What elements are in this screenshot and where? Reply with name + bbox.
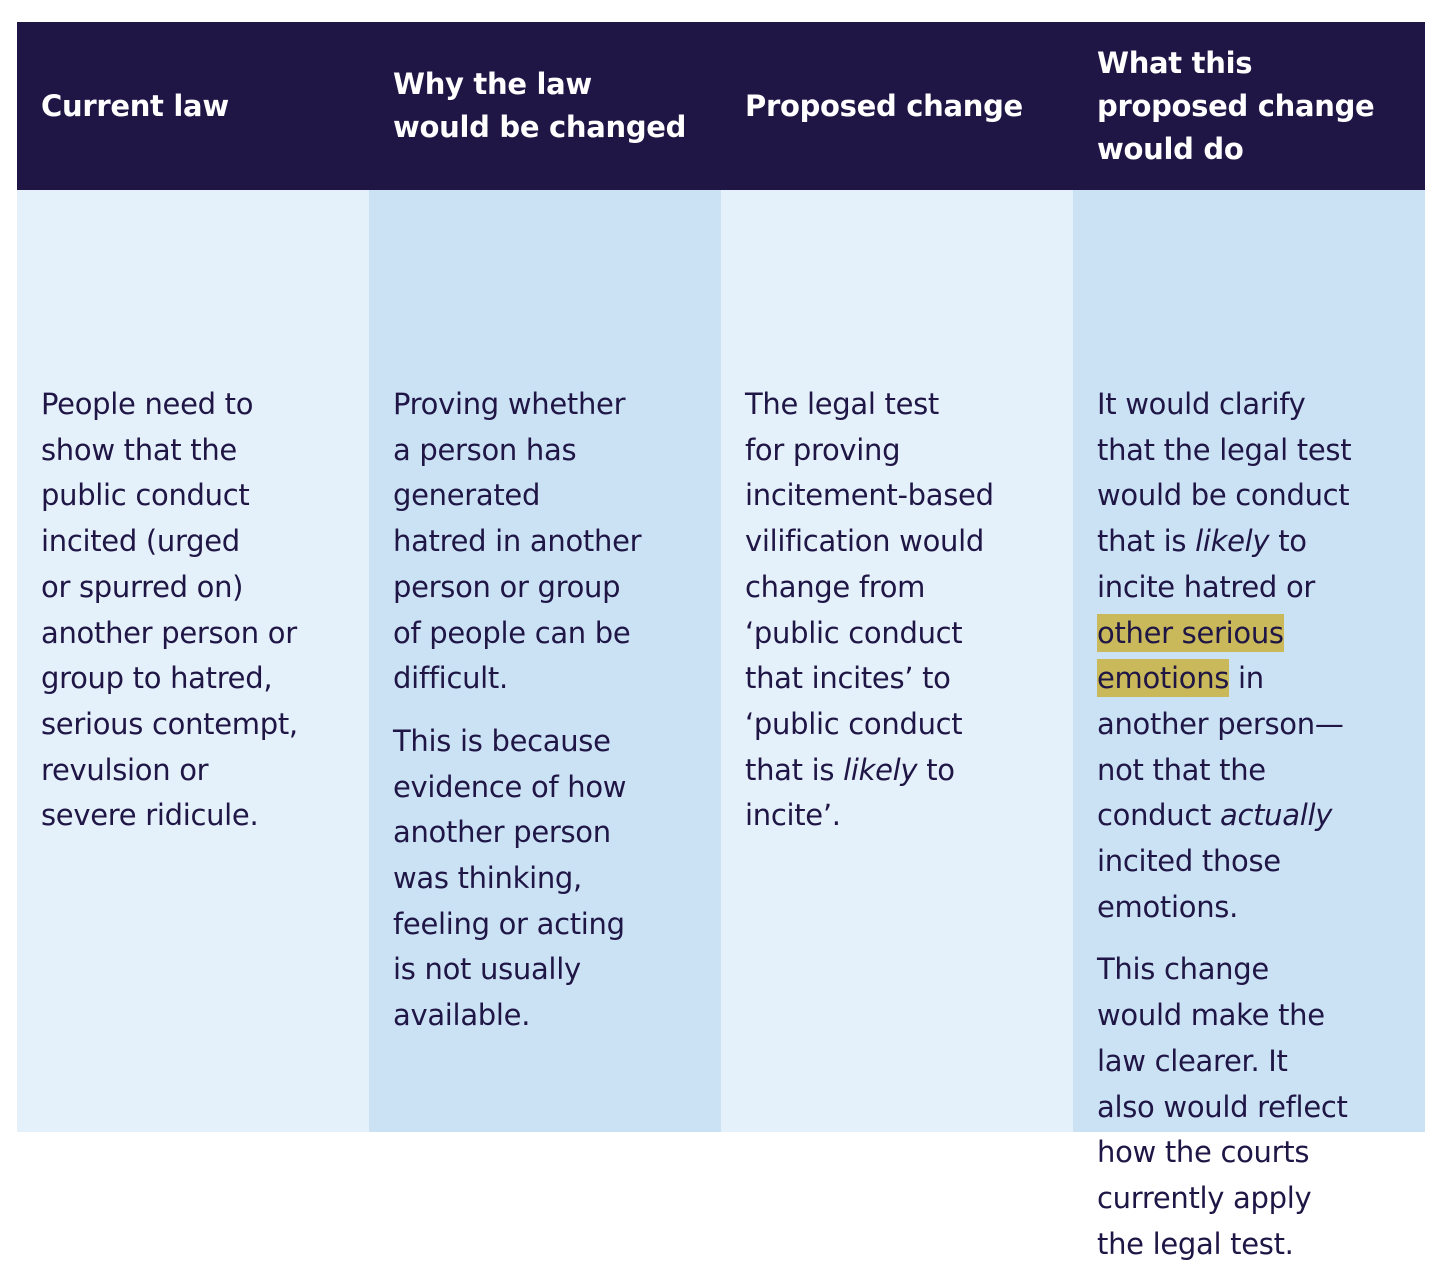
text-line <box>745 473 1063 519</box>
header-why-changed <box>369 22 721 190</box>
text-line <box>41 611 359 657</box>
text-line <box>1097 1222 1415 1267</box>
text-line <box>745 656 1063 702</box>
text-segment: was thinking, <box>393 861 582 896</box>
text-line <box>1097 702 1415 748</box>
text-segment: is not usually <box>393 952 581 987</box>
text-segment: change from <box>745 569 926 604</box>
header-line: would be changed <box>393 110 687 144</box>
text-line <box>1097 993 1415 1039</box>
comparison-table <box>17 22 1425 1261</box>
text-line <box>1097 1039 1415 1085</box>
text-line <box>1097 473 1415 519</box>
text-line <box>41 793 359 839</box>
text-segment: how the courts <box>1097 1135 1310 1170</box>
text-segment: that is <box>1097 524 1196 559</box>
paragraph <box>1097 947 1415 1267</box>
text-segment: serious contempt, <box>41 706 298 741</box>
text-segment: also would reflect <box>1097 1089 1348 1124</box>
text-segment: to <box>1269 524 1307 559</box>
text-line <box>393 656 711 702</box>
text-segment: generated <box>393 478 541 513</box>
text-line <box>41 473 359 519</box>
text-line <box>1097 519 1415 565</box>
text-segment: in <box>1229 661 1264 696</box>
header-line: What this <box>1097 45 1253 80</box>
emphasis-text: likely <box>843 752 918 787</box>
text-segment: incitement-based <box>745 478 994 513</box>
text-line <box>393 947 711 993</box>
text-segment: incited those <box>1097 844 1281 879</box>
text-segment: not that the <box>1097 752 1266 787</box>
text-line <box>393 856 711 902</box>
header-text <box>1097 42 1374 171</box>
text-segment: currently apply <box>1097 1180 1312 1215</box>
text-segment: show that the <box>41 432 237 467</box>
text-segment: that is <box>745 752 844 787</box>
text-segment: the legal test. <box>1097 1226 1294 1261</box>
text-segment: public conduct <box>41 478 250 513</box>
header-text <box>41 85 229 128</box>
text-line <box>393 719 711 765</box>
text-line <box>393 519 711 565</box>
text-segment: person or group <box>393 569 621 604</box>
text-segment: This is because <box>393 723 611 758</box>
text-line <box>1097 565 1415 611</box>
emphasis-text: actually <box>1220 798 1333 833</box>
text-line <box>1097 656 1415 702</box>
header-current-law <box>17 22 369 190</box>
text-line <box>1097 382 1415 428</box>
highlighted-text: other serious <box>1097 615 1284 650</box>
text-segment: It would clarify <box>1097 387 1306 421</box>
text-segment: severe ridicule. <box>41 798 259 833</box>
cell-what-change-does <box>1073 190 1425 1261</box>
text-segment: conduct <box>1097 798 1220 833</box>
header-line: would do <box>1097 131 1244 166</box>
text-segment: available. <box>393 998 531 1033</box>
paragraph <box>745 382 1063 839</box>
text-segment: incite hatred or <box>1097 569 1316 604</box>
text-segment: a person has <box>393 432 577 467</box>
text-line <box>745 565 1063 611</box>
header-text <box>393 63 686 149</box>
text-segment: incite’. <box>745 798 841 833</box>
text-segment: This change <box>1097 952 1269 987</box>
text-line <box>1097 1085 1415 1131</box>
text-line <box>745 702 1063 748</box>
text-line <box>393 565 711 611</box>
header-proposed-change <box>721 22 1073 190</box>
text-segment: that the legal test <box>1097 432 1352 467</box>
text-segment: revulsion or <box>41 752 209 787</box>
text-line <box>1097 428 1415 474</box>
text-segment: incited (urged <box>41 524 240 559</box>
text-segment: The legal test <box>745 387 939 421</box>
header-line: Why the law <box>393 67 592 101</box>
text-segment: emotions. <box>1097 889 1239 924</box>
paragraph <box>1097 382 1415 930</box>
highlighted-text: emotions <box>1097 661 1230 696</box>
text-segment: difficult. <box>393 661 508 696</box>
text-line <box>1097 793 1415 839</box>
text-line <box>41 519 359 565</box>
text-segment: vilification would <box>745 524 984 559</box>
header-text <box>745 85 1023 128</box>
text-line <box>41 656 359 702</box>
text-line <box>1097 885 1415 931</box>
text-line <box>41 748 359 794</box>
paragraph <box>393 719 711 1039</box>
text-segment: hatred in another <box>393 524 642 559</box>
text-segment: another person <box>393 815 611 850</box>
text-line <box>1097 947 1415 993</box>
text-line <box>745 793 1063 839</box>
cell-proposed-change <box>721 190 1073 1132</box>
text-line <box>745 382 1063 428</box>
cell-why-changed <box>369 190 721 1132</box>
text-line <box>393 902 711 948</box>
text-segment: of people can be <box>393 615 631 650</box>
text-segment: ‘public conduct <box>745 615 963 650</box>
header-line: Proposed change <box>745 88 1023 123</box>
text-line <box>393 473 711 519</box>
text-segment: Proving whether <box>393 387 626 421</box>
text-line <box>745 611 1063 657</box>
text-segment: to <box>917 752 955 787</box>
text-line <box>1097 611 1415 657</box>
text-line <box>745 519 1063 565</box>
text-line <box>41 382 359 428</box>
text-line <box>745 428 1063 474</box>
text-line <box>1097 839 1415 885</box>
text-line <box>393 382 711 428</box>
text-segment: feeling or acting <box>393 906 625 941</box>
emphasis-text: likely <box>1195 524 1270 559</box>
text-line <box>393 810 711 856</box>
text-segment: group to hatred, <box>41 661 273 696</box>
text-segment: ‘public conduct <box>745 706 963 741</box>
text-line <box>41 565 359 611</box>
text-line <box>393 993 711 1039</box>
text-segment: law clearer. It <box>1097 1043 1288 1078</box>
header-line: Current law <box>41 88 229 123</box>
text-segment: for proving <box>745 432 901 467</box>
text-segment: People need to <box>41 387 254 421</box>
text-line <box>41 702 359 748</box>
text-line <box>41 428 359 474</box>
text-segment: would be conduct <box>1097 478 1350 513</box>
text-segment: another person— <box>1097 706 1344 741</box>
paragraph <box>41 382 359 839</box>
text-line <box>393 765 711 811</box>
header-what-change-does <box>1073 22 1425 190</box>
text-segment: would make the <box>1097 998 1325 1033</box>
text-line <box>745 748 1063 794</box>
text-line <box>1097 1130 1415 1176</box>
text-line <box>393 428 711 474</box>
text-line <box>1097 1176 1415 1222</box>
header-line: proposed change <box>1097 88 1375 123</box>
text-segment: evidence of how <box>393 769 627 804</box>
text-line <box>1097 748 1415 794</box>
text-segment: that incites’ to <box>745 661 951 696</box>
text-line <box>393 611 711 657</box>
text-segment: another person or <box>41 615 297 650</box>
paragraph <box>393 382 711 702</box>
text-segment: or spurred on) <box>41 569 244 604</box>
cell-current-law <box>17 190 369 1132</box>
